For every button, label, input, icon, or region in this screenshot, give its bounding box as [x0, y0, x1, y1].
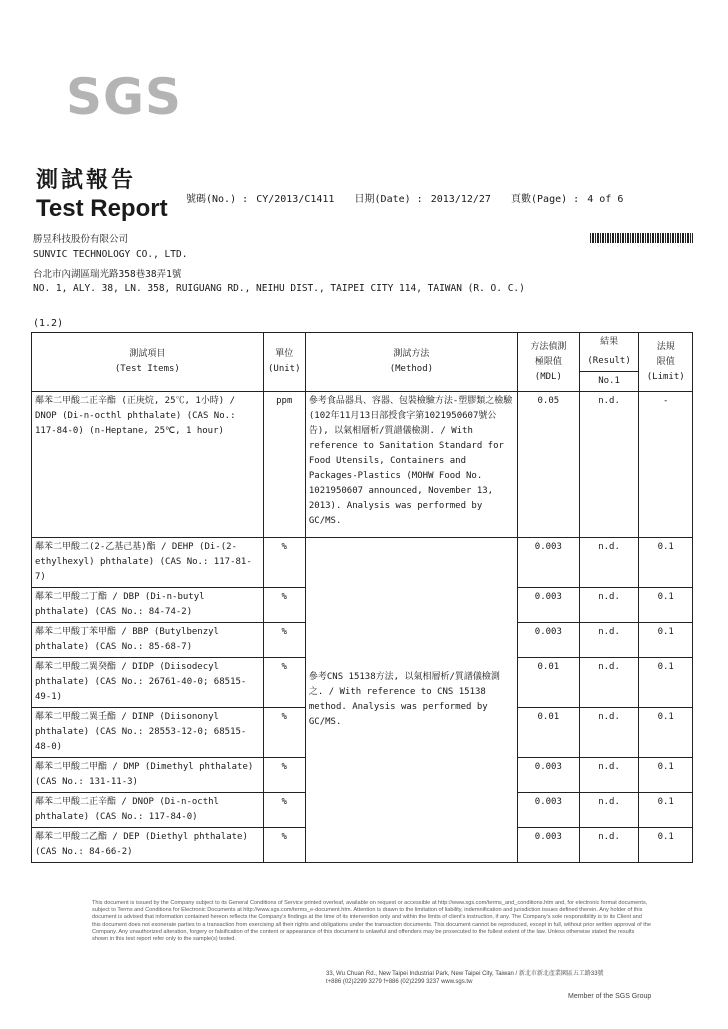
row-mdl: 0.01 [517, 708, 579, 758]
row-result: n.d. [579, 708, 639, 758]
row-limit: 0.1 [639, 588, 693, 623]
client-name-en: SUNVIC TECHNOLOGY CO., LTD. [33, 249, 188, 260]
row-limit: 0.1 [639, 623, 693, 658]
table-row [32, 538, 693, 588]
date-label: 日期(Date) : [354, 194, 423, 205]
row-mdl: 0.01 [517, 658, 579, 708]
shared-method: 參考CNS 15138方法, 以氣相層析/質譜儀檢測之. / With reference to CNS 15138 method. Analysis was performed by GC/MS. [305, 538, 517, 863]
row1-limit: - [639, 392, 693, 538]
row-unit: % [263, 538, 305, 588]
row-item: 鄰苯二甲酸二丁酯 / DBP (Di-n-butyl phthalate) (CAS No.: 84-74-2) [32, 588, 264, 623]
row1-method: 參考食品器具、容器、包裝檢驗方法-塑膠類之檢驗(102年11月13日部授食字第1021950607號公告), 以氣相層析/質譜儀檢測. / With reference to Sanitation Standard for Food Utensils, Containers and Packages-Plastics (MOHW Food No. 1021950607 announced, November 13, 2013). Analysis was performed by GC/MS. [305, 392, 517, 538]
row-unit: % [263, 588, 305, 623]
row-item: 鄰苯二甲酸二異癸酯 / DIDP (Diisodecyl phthalate) (CAS No.: 26761-40-0; 68515-49-1) [32, 658, 264, 708]
test-results-table [31, 332, 693, 863]
page-label: 頁數(Page) : [511, 194, 580, 205]
row-unit: % [263, 658, 305, 708]
report-meta [186, 190, 625, 205]
row-result: n.d. [579, 793, 639, 828]
client-address-zh: 台北市內湖區瑞光路358巷38弄1號 [33, 269, 182, 280]
lab-address [326, 970, 604, 986]
row-mdl: 0.003 [517, 758, 579, 793]
table-row [32, 392, 693, 538]
row-result: n.d. [579, 658, 639, 708]
row-result: n.d. [579, 828, 639, 863]
header-mdl: 方法偵測 極限值 (MDL) [517, 333, 579, 392]
row-mdl: 0.003 [517, 588, 579, 623]
legal-disclaimer: This document is issued by the Company subject to its General Conditions of Service printed overleaf, available on request or accessible at http://www.sgs.com/terms_and_conditions.htm and, for electronic format documents, subject to Terms and Conditions for Electronic Documents at http://www.sgs.com/terms_e-document.htm. Attention is drawn to the limitation of liability, indemnification and jurisdiction issues defined therein. Any holder of this document is advised that information contained hereon reflects the Company's findings at the time of its intervention only and within the limits of client's instruction, if any. The Company's sole responsibility is to its Client and this document does not exonerate parties to a transaction from exercising all their rights and obligations under the transaction documents. This document cannot be reproduced, except in full, without prior written approval of the Company. Any unauthorized alteration, forgery or falsification of the content or appearance of this document is unlawful and offenders may be prosecuted to the fullest extent of the law. Unless otherwise stated the results shown in this test report refer only to the sample(s) tested. [92, 900, 651, 943]
row-limit: 0.1 [639, 758, 693, 793]
row-mdl: 0.003 [517, 623, 579, 658]
row-mdl: 0.003 [517, 828, 579, 863]
header-unit: 單位 (Unit) [263, 333, 305, 392]
row-limit: 0.1 [639, 793, 693, 828]
client-name-zh: 勝昱科技股份有限公司 [33, 234, 129, 245]
sgs-logo: SGS [66, 68, 183, 126]
row-result: n.d. [579, 623, 639, 658]
row1-unit: ppm [263, 392, 305, 538]
lab-contact: t+886 (02)2299 3279 f+886 (02)2299 3237 www.sgs.tw [326, 979, 473, 985]
header-result: 結果 (Result) No.1 [579, 333, 639, 392]
row-item: 鄰苯二甲酸二(2-乙基己基)酯 / DEHP (Di-(2-ethylhexyl) phthalate) (CAS No.: 117-81-7) [32, 538, 264, 588]
header-limit: 法規 限值 (Limit) [639, 333, 693, 392]
page-number: 4 of 6 [587, 194, 624, 205]
row-limit: 0.1 [639, 828, 693, 863]
row-item: 鄰苯二甲酸二正辛酯 / DNOP (Di-n-octhl phthalate) (CAS No.: 117-84-0) [32, 793, 264, 828]
report-title-en: Test Report [36, 195, 168, 222]
row-mdl: 0.003 [517, 793, 579, 828]
report-no-label: 號碼(No.) : [186, 194, 249, 205]
row-item: 鄰苯二甲酸二乙酯 / DEP (Diethyl phthalate) (CAS No.: 84-66-2) [32, 828, 264, 863]
section-number: (1.2) [33, 318, 64, 329]
row-limit: 0.1 [639, 708, 693, 758]
row-item: 鄰苯二甲酸二甲酯 / DMP (Dimethyl phthalate) (CAS No.: 131-11-3) [32, 758, 264, 793]
row-result: n.d. [579, 588, 639, 623]
row-limit: 0.1 [639, 538, 693, 588]
row-unit: % [263, 708, 305, 758]
row-unit: % [263, 758, 305, 793]
row-result: n.d. [579, 538, 639, 588]
client-address-en: NO. 1, ALY. 38, LN. 358, RUIGUANG RD., NEIHU DIST., TAIPEI CITY 114, TAIWAN (R. O. C.) [33, 283, 525, 294]
row1-mdl: 0.05 [517, 392, 579, 538]
row-limit: 0.1 [639, 658, 693, 708]
row1-result: n.d. [579, 392, 639, 538]
row-item: 鄰苯二甲酸丁苯甲酯 / BBP (Butylbenzyl phthalate) (CAS No.: 85-68-7) [32, 623, 264, 658]
member-of-sgs-group: Member of the SGS Group [568, 993, 652, 1000]
row-unit: % [263, 793, 305, 828]
row-unit: % [263, 828, 305, 863]
report-date: 2013/12/27 [430, 194, 491, 205]
row1-item: 鄰苯二甲酸二正辛酯 (正庚烷, 25℃, 1小時) / DNOP (Di-n-octhl phthalate) (CAS No.: 117-84-0) (n-Heptane, 25℃, 1 hour) [32, 392, 264, 538]
row-mdl: 0.003 [517, 538, 579, 588]
row-unit: % [263, 623, 305, 658]
report-title-zh: 測試報告 [36, 168, 137, 193]
row-result: n.d. [579, 758, 639, 793]
header-test-items: 測試項目 (Test Items) [32, 333, 264, 392]
lab-street-address: 33, Wu Chuan Rd., New Taipei Industrial Park, New Taipei City, Taiwan / 新北市新北產業園區五工路33號 [326, 971, 604, 977]
report-no: CY/2013/C1411 [256, 194, 335, 205]
barcode [590, 233, 693, 243]
header-method: 測試方法 (Method) [305, 333, 517, 392]
row-item: 鄰苯二甲酸二異壬酯 / DINP (Diisononyl phthalate) (CAS No.: 28553-12-0; 68515-48-0) [32, 708, 264, 758]
